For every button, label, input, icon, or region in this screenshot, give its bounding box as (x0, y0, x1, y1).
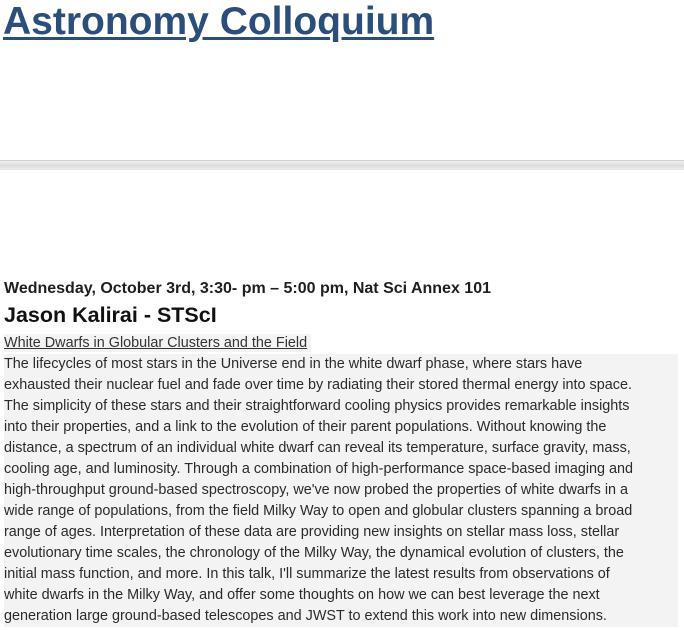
abstract-line: distance, a spectrum of an individual white dwarf can reveal its temperature, surface gravity, mass, (4, 438, 678, 459)
abstract-text (4, 354, 678, 627)
talk-title-link[interactable]: White Dwarfs in Globular Clusters and the Field (4, 334, 311, 352)
abstract-line: wide range of populations, from the field Milky Way to open and globular clusters spanning a broad (4, 501, 678, 522)
abstract-line: cooling age, and luminosity. Through a combination of high-performance space-based imaging and (4, 459, 678, 480)
section-divider (0, 160, 684, 170)
abstract-line: white dwarfs in the Milky Way, and offer some thoughts on how we can best leverage the next (4, 585, 678, 606)
abstract-line: evolutionary time scales, the chronology of the Milky Way, the dynamical evolution of clusters, the (4, 543, 678, 564)
abstract-line: The simplicity of these stars and their straightforward cooling physics provides remarkable insights (4, 396, 678, 417)
abstract-line: range of ages. Interpretation of these data are providing new insights on stellar mass loss, stellar (4, 522, 678, 543)
abstract-line: high-throughput ground-based spectroscopy, we've now probed the properties of white dwarfs in a (4, 480, 678, 501)
abstract-line: generation large ground-based telescopes and JWST to extend this work into new dimensions. (4, 606, 678, 627)
abstract-line: into their properties, and a link to the evolution of their parent populations. Without knowing the (4, 417, 678, 438)
speaker-name: Jason Kalirai - STScI (4, 303, 217, 327)
abstract-line: initial mass function, and more. In this talk, I'll summarize the latest results from observations of (4, 564, 678, 585)
abstract-line: exhausted their nuclear fuel and fade over time by radiating their stored thermal energy into space. (4, 375, 678, 396)
page-title-link[interactable]: Astronomy Colloquium (3, 0, 435, 43)
abstract-line: The lifecycles of most stars in the Universe end in the white dwarf phase, where stars have (4, 354, 678, 375)
event-datetime-location: Wednesday, October 3rd, 3:30- pm – 5:00 pm, Nat Sci Annex 101 (4, 280, 491, 297)
